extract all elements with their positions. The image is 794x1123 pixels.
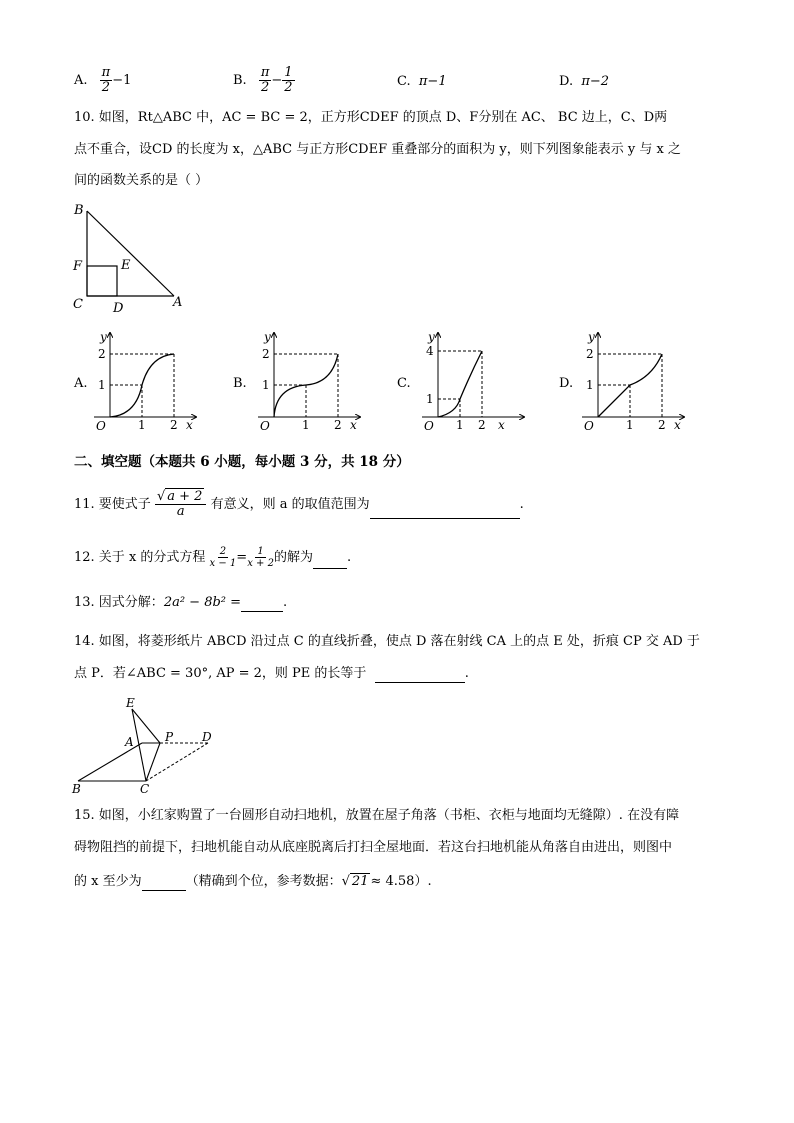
q15-line-2: 碍物阻挡的前提下，扫地机能自动从底座脱离后打扫全屋地面．若这台扫地机能从角落自由进出，则图中: [74, 840, 673, 855]
q10-line-1: 10. 如图，Rt△ABC 中，AC = BC = 2，正方形CDEF 的顶点 D、F分别在 AC、 BC 边上，C、D两: [74, 110, 668, 125]
svg-text:O: O: [424, 419, 434, 433]
svg-text:1: 1: [426, 392, 434, 406]
svg-text:2: 2: [478, 418, 486, 432]
svg-text:D: D: [202, 730, 212, 744]
q14-line-2: 点 P．若∠ABC = 30°, AP = 2，则 PE 的长等于 .: [74, 666, 469, 681]
graph-c-letter: C.: [397, 376, 411, 391]
q15-line-1: 15. 如图，小红家购置了一台圆形自动扫地机，放置在屋子角落（书柜、衣柜与地面均无缝隙）. 在没有障: [74, 808, 680, 823]
svg-text:2: 2: [170, 418, 178, 432]
svg-text:1: 1: [456, 418, 464, 432]
q10-triangle-figure: [70, 200, 200, 315]
label-c: C: [73, 297, 83, 312]
svg-text:x: x: [498, 418, 505, 432]
svg-text:2: 2: [334, 418, 342, 432]
svg-text:E: E: [126, 696, 135, 710]
graph-b: [252, 325, 367, 435]
q9-option-c: C. π−1: [397, 74, 447, 89]
svg-text:1: 1: [626, 418, 634, 432]
q12-answer-blank[interactable]: [313, 556, 347, 569]
q15-answer-blank[interactable]: [142, 878, 186, 891]
svg-text:O: O: [584, 419, 594, 433]
svg-text:4: 4: [426, 344, 434, 358]
graph-c: [416, 325, 531, 435]
svg-text:B: B: [72, 782, 81, 795]
svg-text:1: 1: [586, 378, 594, 392]
q14-rhombus-figure: [68, 695, 228, 795]
svg-text:x: x: [350, 418, 357, 432]
svg-text:x: x: [186, 418, 193, 432]
q15-line-3: 的 x 至少为 （精确到个位，参考数据：√ 21 ≈ 4.58）.: [74, 874, 432, 889]
q11-answer-blank[interactable]: [370, 506, 520, 519]
q9-option-d: D. π−2: [559, 74, 610, 89]
svg-text:2: 2: [658, 418, 666, 432]
label-b: B: [74, 203, 84, 218]
svg-text:y: y: [100, 330, 107, 344]
q10-line-3: 间的函数关系的是（ ）: [74, 173, 209, 188]
q14-line-1: 14. 如图，将菱形纸片 ABCD 沿过点 C 的直线折叠，使点 D 落在射线 CA 上的点 E 处，折痕 CP 交 AD 于: [74, 634, 700, 649]
svg-text:1: 1: [138, 418, 146, 432]
svg-text:1: 1: [302, 418, 310, 432]
graph-d-letter: D.: [559, 376, 574, 391]
svg-text:2: 2: [586, 347, 594, 361]
svg-text:1: 1: [262, 378, 270, 392]
graph-d: [576, 325, 691, 435]
graph-a-letter: A.: [74, 376, 88, 391]
svg-text:O: O: [260, 419, 270, 433]
label-d: D: [113, 301, 124, 315]
q14-answer-blank[interactable]: [375, 670, 465, 683]
svg-text:2: 2: [98, 347, 106, 361]
svg-text:C: C: [140, 782, 150, 795]
q13-answer-blank[interactable]: [241, 599, 283, 612]
q10-line-2: 点不重合，设CD 的长度为 x，△ABC 与正方形CDEF 重叠部分的面积为 y，则下列图象能表示 y 与 x 之: [74, 142, 681, 157]
svg-text:y: y: [428, 330, 435, 344]
label-e: E: [121, 258, 131, 273]
svg-text:y: y: [588, 330, 595, 344]
q13: 13. 因式分解：2a² − 8b² = .: [74, 595, 288, 610]
graph-a: [88, 325, 203, 435]
svg-text:O: O: [96, 419, 106, 433]
q9-option-a: A. $\frac{\pi}{2}$ −1: [74, 65, 132, 95]
svg-text:P: P: [165, 730, 174, 744]
section-2-heading: 二、填空题（本题共 6 小题，每小题 3 分，共 18 分）: [74, 454, 410, 470]
q12: 12. 关于 x 的分式方程 $\frac{2}{x - 1}$ = $\frac{1}{x + 2}$ 的解为 .: [74, 546, 352, 569]
svg-text:y: y: [264, 330, 271, 344]
svg-text:A: A: [125, 735, 134, 749]
svg-text:x: x: [674, 418, 681, 432]
label-a: A: [173, 295, 183, 310]
label-f: F: [73, 259, 83, 274]
graph-b-letter: B.: [233, 376, 247, 391]
svg-text:2: 2: [262, 347, 270, 361]
q9-option-b: B. $\frac{\pi}{2}$ − $\frac{1}{2}$: [233, 65, 293, 95]
svg-text:1: 1: [98, 378, 106, 392]
q11: 11. 要使式子 $\frac{√ a + 2}{a}$ 有意义，则 a 的取值范围为 .: [74, 489, 524, 519]
